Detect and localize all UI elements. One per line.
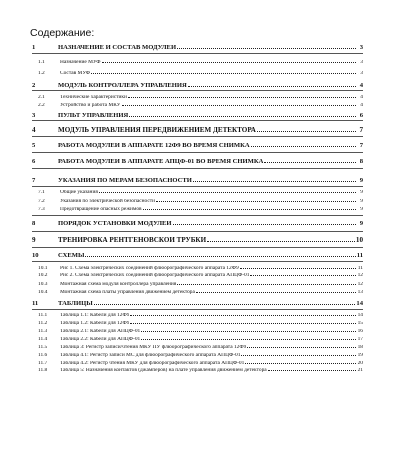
toc-entry-page-number: 9 [360,207,363,212]
dot-leader [241,355,356,356]
dot-leader [130,315,356,316]
section-divider [32,120,363,121]
toc-entry [38,313,363,318]
toc-entry [32,178,363,185]
toc-entry-page-number: 14 [356,301,363,307]
toc-entry-title: ТРЕНИРОВКА РЕНТГЕНОВСКОЙ ТРУБКИ [58,237,207,244]
toc-entry-title: МОДУЛЬ УПРАВЛЕНИЯ ПЕРЕДВИЖЕНИЕМ ДЕТЕКТОРА [58,127,256,134]
toc-entry-title: Таблица 4.1: Регистр записи МС для флюорографического аппарата АПЦФ-01 [60,353,241,358]
dot-leader [207,241,355,242]
section-divider [32,186,363,187]
toc-entry-title: УКАЗАНИЯ ПО МЕРАМ БЕЗОПАСНОСТИ [58,178,192,184]
toc-entry-page-number: 11 [357,266,363,271]
toc-entry-number: 3 [32,113,36,119]
section-divider [32,247,363,248]
dot-leader [141,331,356,332]
toc-entry-number: 11.3 [38,329,48,334]
toc-entry-number: 11.2 [38,321,48,326]
section-divider [32,152,363,153]
toc-entry-page-number: 18 [357,345,363,350]
toc-entry [38,207,363,212]
toc-entry-number: 11.8 [38,368,48,373]
toc-entry-page-number: 6 [359,113,363,119]
toc-entry-page-number: 11 [356,253,363,259]
toc-entry-title: РАБОТА МОДУЛЕЙ В АППАРАТЕ АПЦФ-01 ВО ВРЕМЯ СНИМКА [58,159,264,165]
dot-leader [91,73,356,74]
toc-entry-title: Назначение МУФ [60,60,101,65]
toc-entry-title: РАБОТА МОДУЛЕЙ В АППАРАТЕ 12Ф9 ВО ВРЕМЯ СНИМКА [58,143,250,149]
toc-entry-number: 11.7 [38,361,48,366]
toc-entry [38,353,363,358]
dot-leader [257,131,356,132]
toc-entry-title: Предотвращение опасных режимов [60,207,142,212]
toc-entry-page-number: 3 [359,45,363,51]
toc-entry-number: 11.5 [38,345,48,350]
toc-entry-number: 1 [32,45,36,51]
dot-leader [122,105,356,106]
toc-entry [32,301,363,308]
toc-entry-number: 10.2 [38,273,48,278]
toc-entry-page-number: 10 [355,237,363,244]
toc-entry [32,221,363,228]
toc-entry [38,71,363,76]
toc-entry-number: 2 [32,83,36,89]
toc-entry-page-number: 12 [357,273,363,278]
toc-entry [32,143,363,150]
toc-entry-number: 9 [32,237,36,244]
toc-entry [38,368,363,373]
toc-entry [32,253,363,260]
toc-entry-number: 7.2 [38,199,45,204]
toc-entry-title: Общие указания [60,190,98,195]
toc-entry-page-number: 21 [357,368,363,373]
toc-entry-page-number: 20 [357,361,363,366]
toc-entry-title: Монтажная схема модуля контроллера управления [60,282,177,287]
toc-entry-page-number: 15 [357,321,363,326]
toc-entry [38,190,363,195]
toc-entry [32,45,363,52]
toc-entry-page-number: 4 [360,103,363,108]
dot-leader [193,181,356,182]
toc-entry-number: 7.3 [38,207,45,212]
section-divider [32,168,363,169]
toc-entry-page-number: 9 [360,199,363,204]
toc-entry-number: 4 [32,127,36,134]
toc-entry-number: 6 [32,159,36,165]
dot-leader [141,339,356,340]
section-divider [32,215,363,216]
dot-leader [130,323,356,324]
toc-entry-number: 11.4 [38,337,48,342]
toc-entry [38,60,363,65]
toc-entry-title: Таблица 4.2: Регистр чтения МКУ для флюорографического аппарата АПЦФ-01 [60,361,245,366]
toc-entry-page-number: 14 [357,313,363,318]
toc-entry-title: Таблица 1.1: Кабели для 12Ф9 [60,313,130,318]
toc-entry [32,127,363,134]
toc-entry [38,321,363,326]
dot-leader [99,192,356,193]
toc-entry [32,83,363,90]
section-divider [32,231,363,232]
toc-entry [38,282,363,287]
toc-entry-page-number: 9 [359,178,363,184]
dot-leader [94,304,356,305]
toc-entry [38,103,363,108]
toc-entry-page-number: 3 [360,60,363,65]
toc-entry-title: Устройство и работа МКУ [60,103,121,108]
toc-entry-number: 10.3 [38,282,48,287]
toc-entry-number: 5 [32,143,36,149]
dot-leader [177,284,356,285]
toc-entry-title: СХЕМЫ [58,253,85,259]
toc-entry [38,361,363,366]
dot-leader [250,275,356,276]
section-divider [32,261,363,262]
dot-leader [177,48,356,49]
toc-entry-page-number: 19 [357,353,363,358]
toc-entry-page-number: 13 [357,290,363,295]
section-divider [32,90,363,91]
toc-entry-number: 10.4 [38,290,48,295]
toc-entry-number: 1.1 [38,60,45,65]
toc-entry-page-number: 16 [357,329,363,334]
toc-entry-number: 7.1 [38,190,45,195]
toc-entry-number: 1.2 [38,71,45,76]
dot-leader [143,209,356,210]
toc-entry-title: Рис 1. Схема электрических соединений флюорографического аппарата 12Ф9 [60,266,239,271]
toc-entry-page-number: 7 [359,143,363,149]
toc-entry-number: 10 [32,253,39,259]
toc-entry-page-number: 4 [359,83,363,89]
toc-entry [38,329,363,334]
toc-entry [38,345,363,350]
dot-leader [245,363,356,364]
toc-entry-page-number: 12 [357,282,363,287]
toc-entry-number: 11.1 [38,313,48,318]
toc-entry [32,237,363,244]
toc-entry-title: Технические характеристики [60,95,127,100]
toc-entry [38,337,363,342]
section-divider [32,309,363,310]
toc-entry-title: Таблица 2.2: Кабели для АПЦФ-01 [60,337,141,342]
toc-entry-number: 7 [32,178,36,184]
toc-entry-page-number: 4 [360,95,363,100]
section-divider [32,136,363,137]
dot-leader [247,347,356,348]
toc-entry-title: МОДУЛЬ КОНТРОЛЛЕРА УПРАВЛЕНИЯ [58,83,187,89]
toc-entry-page-number: 17 [357,337,363,342]
section-divider [32,53,363,54]
toc-entry-page-number: 9 [359,221,363,227]
toc-entry [38,273,363,278]
toc-entry-page-number: 9 [360,190,363,195]
toc-entry-title: Таблица 3: Регистр записи/чтения МКУ ПУ флюорографического аппарата 12Ф9 [60,345,247,350]
dot-leader [173,224,356,225]
toc-entry-title: Состав МУФ [60,71,90,76]
dot-leader [264,162,356,163]
toc-entry-page-number: 8 [359,159,363,165]
dot-leader [240,268,356,269]
toc-entry-title: Таблица 2.1: Кабели для АПЦФ-01 [60,329,141,334]
dot-leader [251,146,356,147]
toc-entry-number: 11.6 [38,353,48,358]
toc-entry-title: Таблица 1.2: Кабели для 12Ф9 [60,321,130,326]
dot-leader [268,370,356,371]
toc-entry [38,266,363,271]
toc-entry-title: ТАБЛИЦЫ [58,301,93,307]
toc-entry [38,199,363,204]
toc-entry-title: Указания по электрической безопасности [60,199,156,204]
toc-entry-title: ПОРЯДОК УСТАНОВКИ МОДУЛЕЙ [58,221,172,227]
toc-entry-number: 8 [32,221,36,227]
toc-entry [32,159,363,166]
toc-entry [38,95,363,100]
toc-entry-title: Монтажная схема платы управления движением детектора [60,290,195,295]
toc-entry-number: 11 [32,301,39,307]
dot-leader [129,116,356,117]
toc-entry-title: Таблица 5: Назначения контактов (джамперов) на плате управления движением детектора [60,368,267,373]
toc-entry-number: 10.1 [38,266,48,271]
dot-leader [188,86,356,87]
toc-entry-number: 2.1 [38,95,45,100]
toc-entry-title: НАЗНАЧЕНИЕ И СОСТАВ МОДУЛЕЙ [58,45,177,51]
toc-entry-number: 2.2 [38,103,45,108]
dot-leader [196,292,356,293]
toc-entry-page-number: 7 [359,127,363,134]
dot-leader [128,97,356,98]
dot-leader [156,201,356,202]
toc-entry-title: ПУЛЬТ УПРАВЛЕНИЯ [58,113,129,119]
dot-leader [102,62,356,63]
page-title: Содержание: [30,27,95,39]
toc-entry [32,113,363,120]
toc-entry-title: Рис 2. Схема электрических соединений флюорографического аппарата АПЦФ-01 [60,273,250,278]
toc-entry-page-number: 3 [360,71,363,76]
dot-leader [85,256,355,257]
toc-entry [38,290,363,295]
